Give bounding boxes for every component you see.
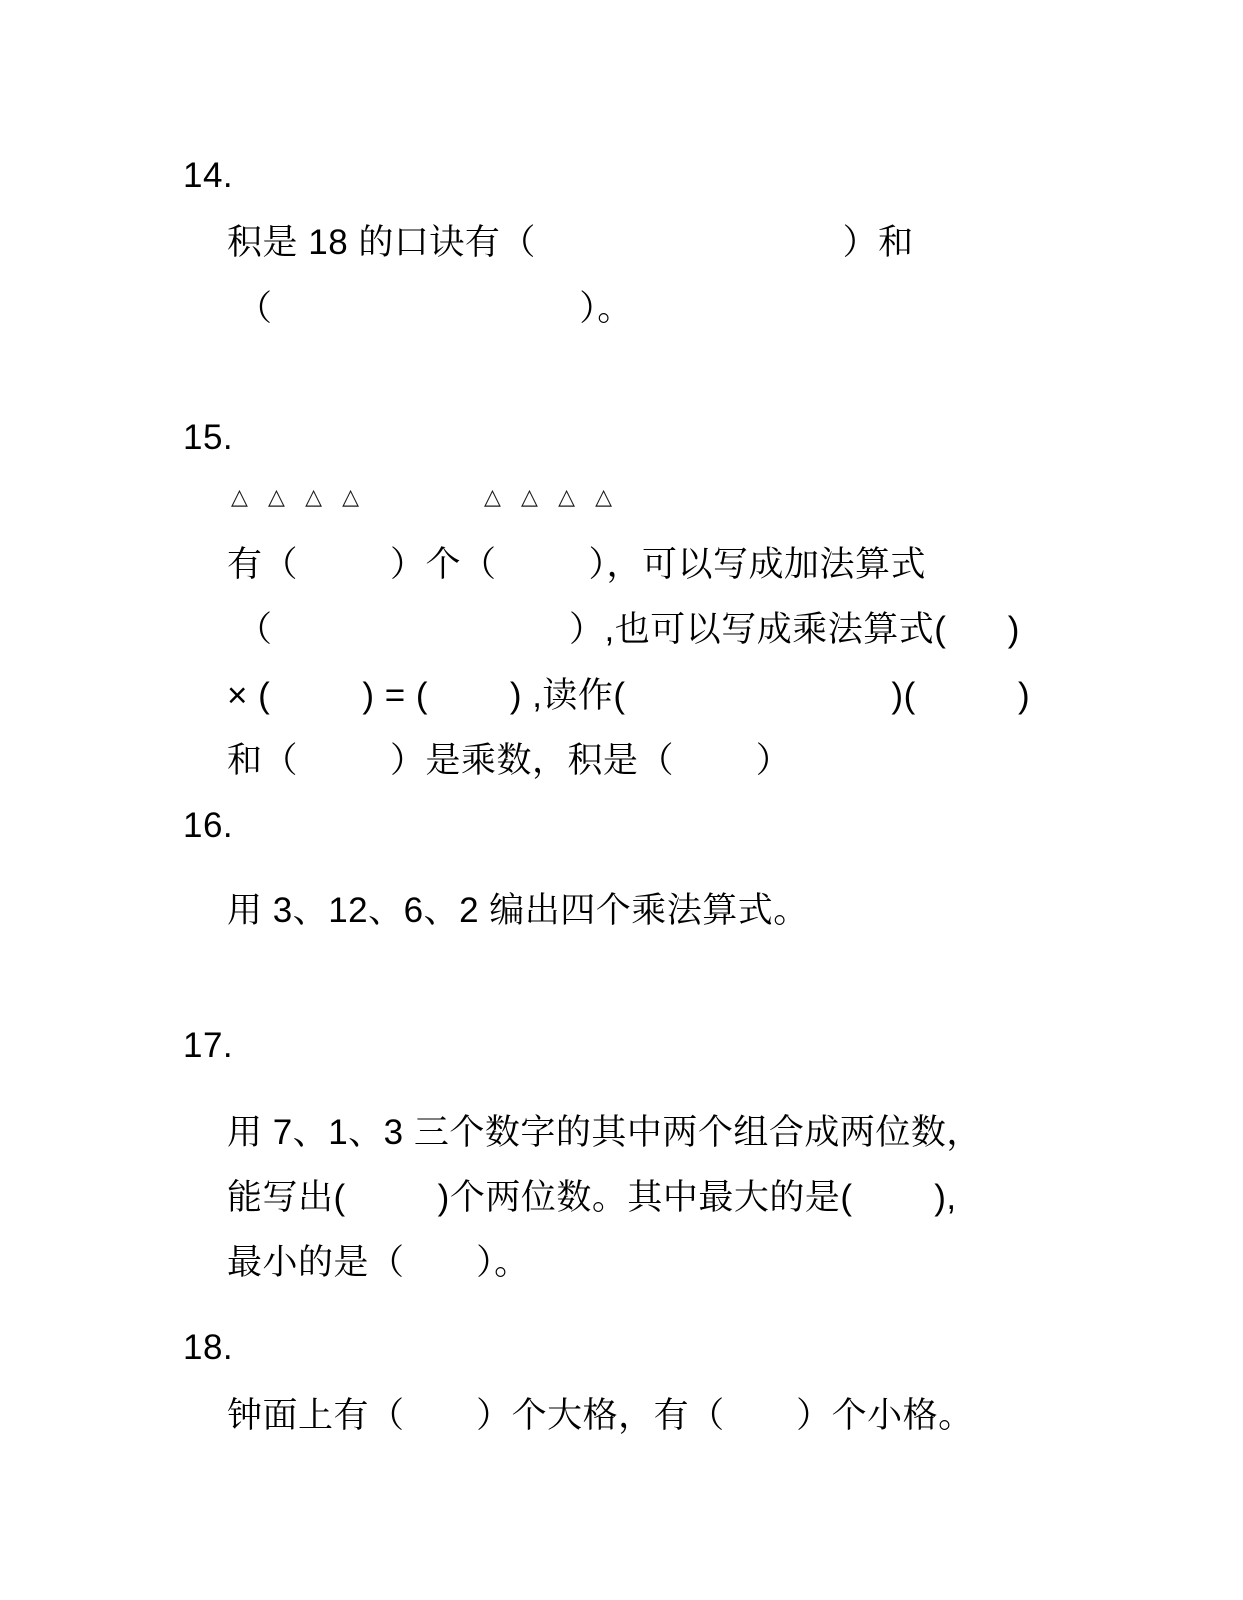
question-18-number: 18. (183, 1328, 234, 1367)
question-15-number: 15. (183, 418, 234, 457)
question-14-line-1: 积是 18 的口诀有（ ）和 (227, 223, 914, 262)
question-17-line-2: 能写出( )个两位数。其中最大的是( ), (227, 1178, 957, 1217)
question-16-line-1: 用 3、12、6、2 编出四个乘法算式。 (227, 891, 809, 930)
question-15-line-1: 有（ ）个（ ），可以写成加法算式 (227, 545, 927, 584)
question-17-number: 17. (183, 1026, 234, 1065)
question-17-line-1: 用 7、1、3 三个数字的其中两个组合成两位数， (227, 1113, 982, 1152)
question-14-number: 14. (183, 156, 234, 195)
question-18-line-1: 钟面上有（ ）个大格，有（ ）个小格。 (227, 1396, 974, 1435)
question-15-line-4: 和（ ）是乘数，积是（ ） (227, 741, 792, 780)
question-14-line-2: （ ）。 (237, 289, 633, 328)
question-17-line-3: 最小的是（ ）。 (227, 1243, 530, 1282)
question-16-number: 16. (183, 806, 234, 845)
question-15-line-3: × ( ) = ( ) ,读作( )( ) (227, 676, 1031, 715)
triangle-row: △ △ △ △ △ △ △ △ (231, 484, 620, 509)
question-15-line-2: （ ）,也可以写成乘法算式( ) (237, 610, 1020, 649)
